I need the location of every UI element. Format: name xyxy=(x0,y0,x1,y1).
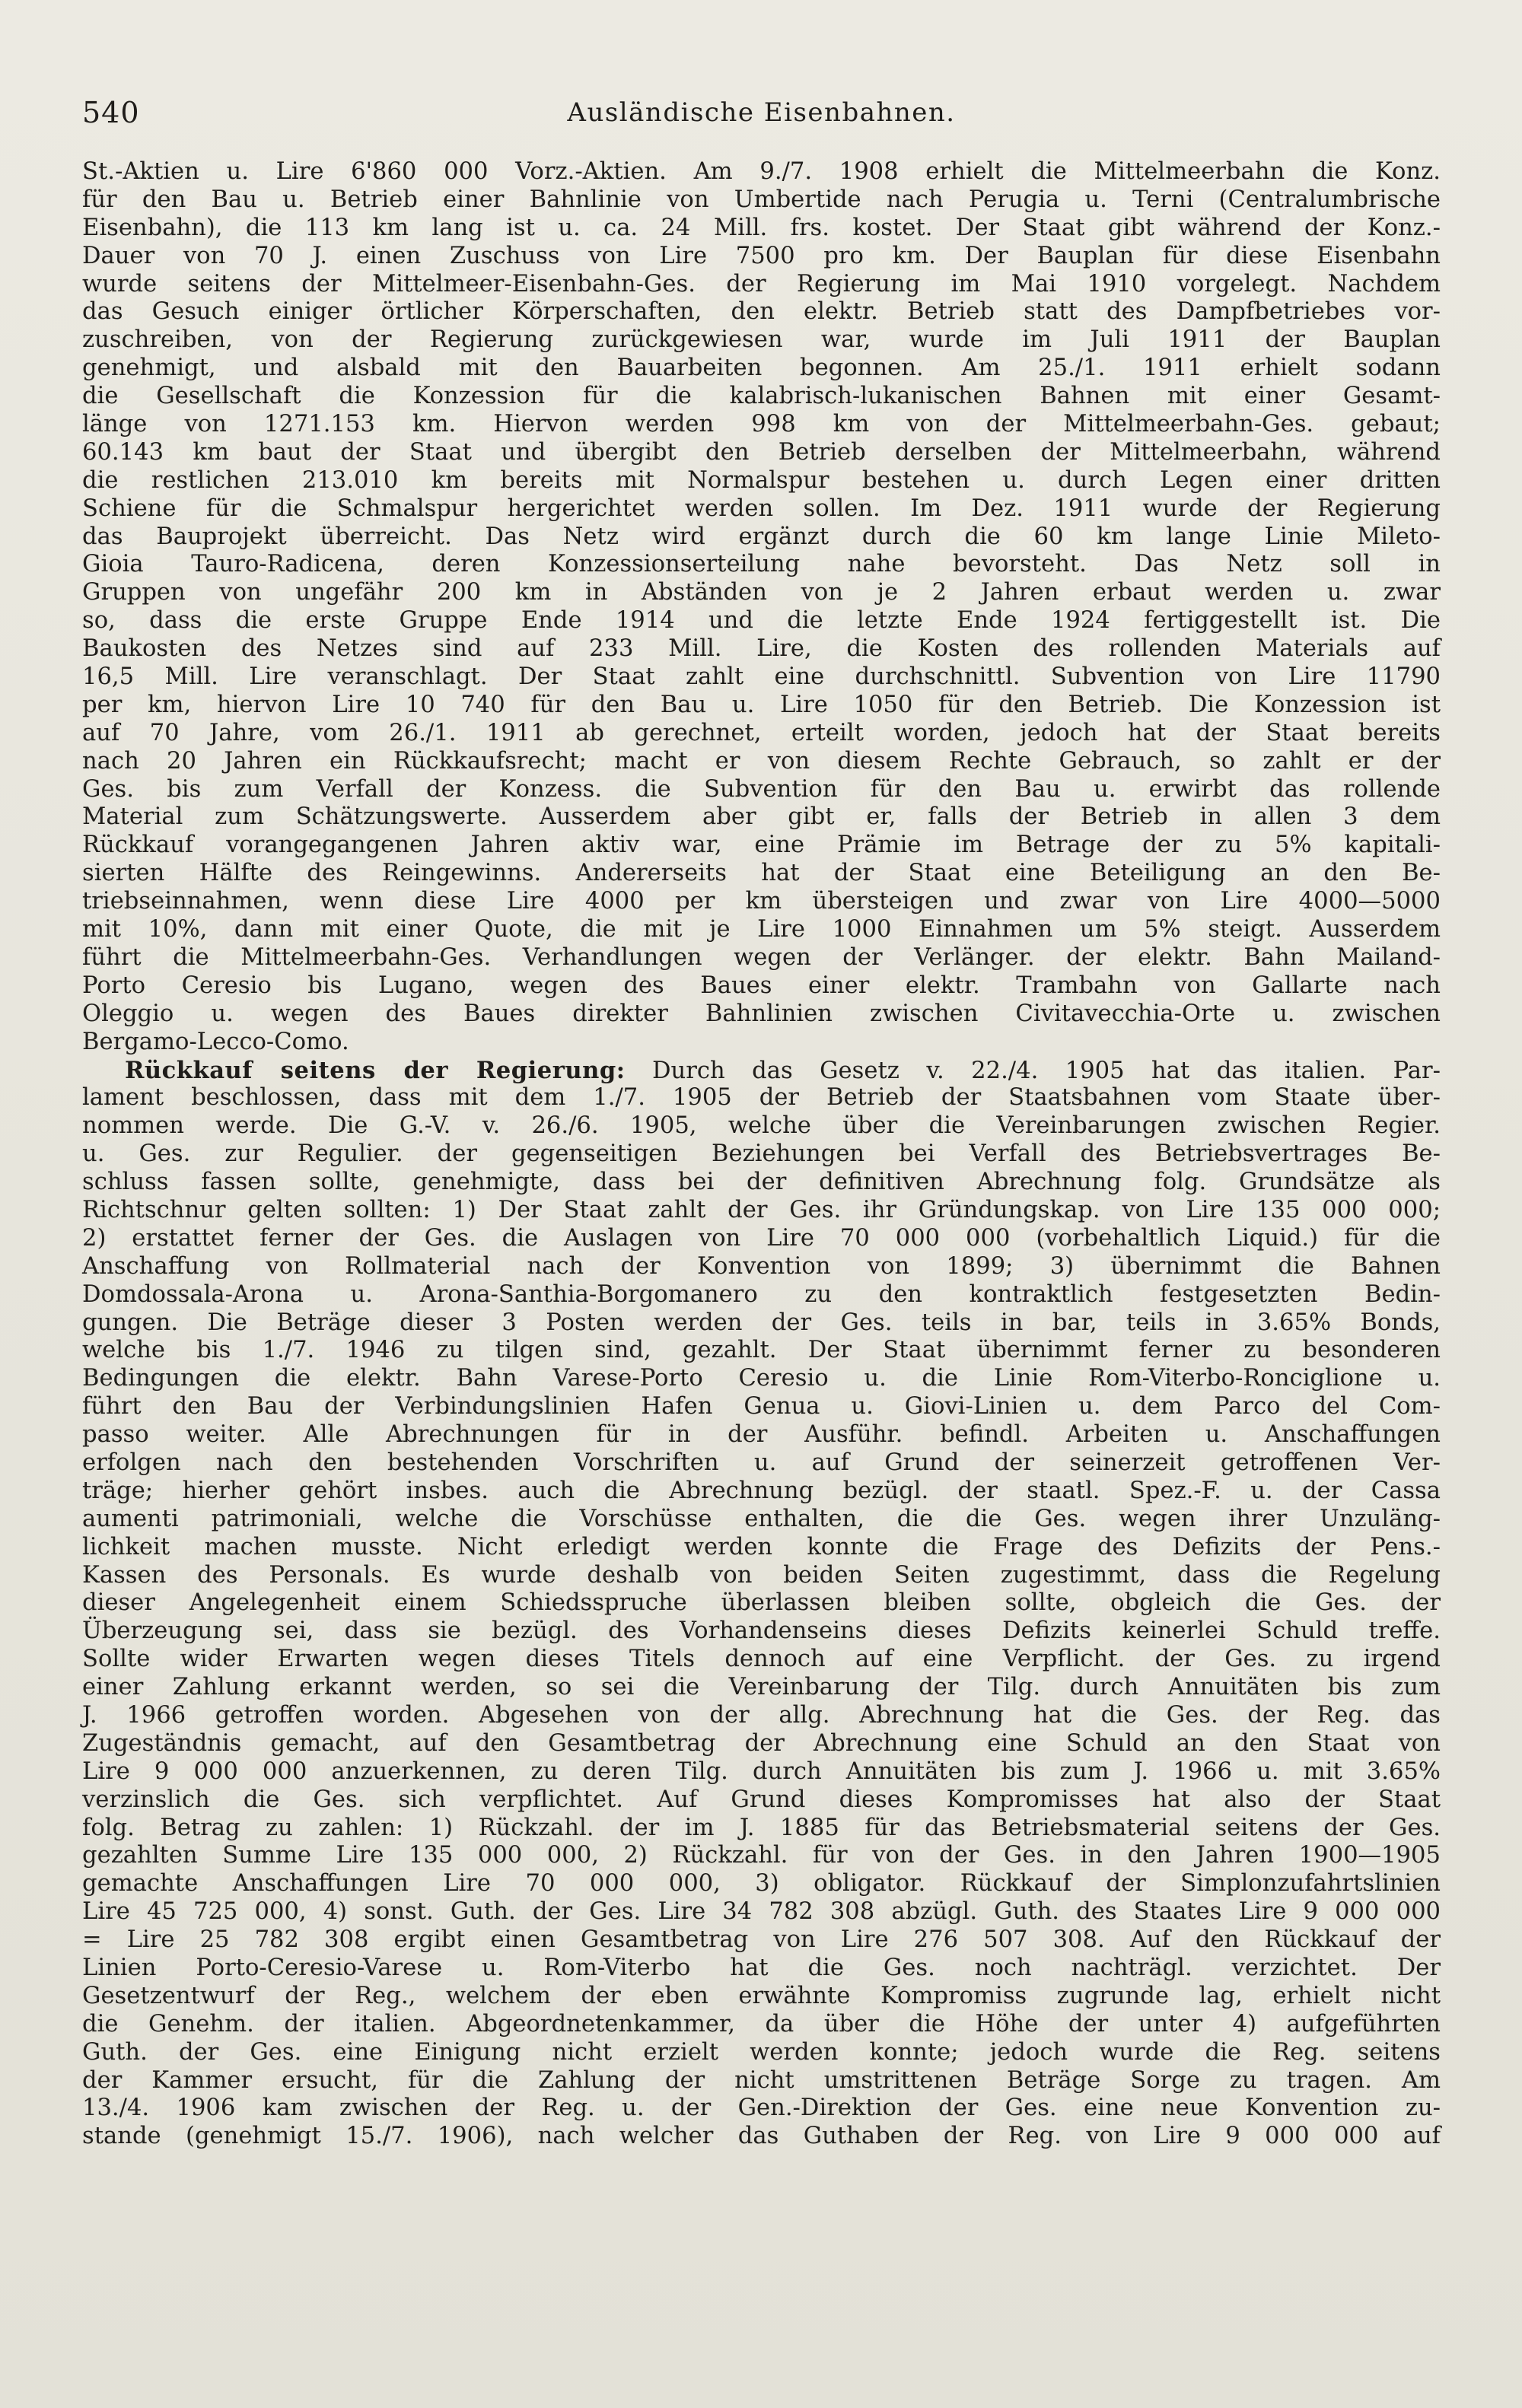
text-line: gezahlten Summe Lire 135 000 000, 2) Rückzahl. für von der Ges. in den Jahren 1900—1905 xyxy=(82,1842,1441,1869)
section-first-line-text: Durch das Gesetz v. 22./4. 1905 hat das italien. Par- xyxy=(652,1057,1441,1084)
text-line: Ges. bis zum Verfall der Konzess. die Subvention für den Bau u. erwirbt das rollende xyxy=(82,775,1441,803)
text-line: die Gesellschaft die Konzession für die kalabrisch-lukanischen Bahnen mit einer Gesamt- xyxy=(82,383,1441,410)
text-line: sierten Hälfte des Reingewinns. Andererseits hat der Staat eine Beteiligung an den Be- xyxy=(82,860,1441,887)
text-line: stande (genehmigt 15./7. 1906), nach welcher das Guthaben der Reg. von Lire 9 000 000 auf xyxy=(82,2123,1441,2150)
text-line: Porto Ceresio bis Lugano, wegen des Baues einer elektr. Trambahn von Gallarte nach xyxy=(82,972,1441,999)
text-line: per km, hiervon Lire 10 740 für den Bau u. Lire 1050 für den Betrieb. Die Konzession ist xyxy=(82,691,1441,718)
text-line: träge; hierher gehört insbes. auch die Abrechnung bezügl. der staatl. Spez.-F. u. der Cassa xyxy=(82,1477,1441,1504)
text-line: 16,5 Mill. Lire veranschlagt. Der Staat zahlt eine durchschnittl. Subvention von Lire 11790 xyxy=(82,663,1441,691)
text-line: 2) erstattet ferner der Ges. die Auslagen von Lire 70 000 000 (vorbehaltlich Liquid.) für die xyxy=(82,1224,1441,1252)
text-line: die restlichen 213.010 km bereits mit Normalspur bestehen u. durch Legen einer dritten xyxy=(82,466,1441,494)
text-line: Bergamo-Lecco-Como. xyxy=(82,1028,349,1055)
page-header xyxy=(82,90,1441,135)
text-line: führt die Mittelmeerbahn-Ges. Verhandlungen wegen der Verlänger. der elektr. Bahn Mailand- xyxy=(82,943,1441,971)
text-line: Bedingungen die elektr. Bahn Varese-Porto Ceresio u. die Linie Rom-Viterbo-Ronciglione u. xyxy=(82,1365,1441,1392)
text-line: triebseinnahmen, wenn diese Lire 4000 per km übersteigen und zwar von Lire 4000—5000 xyxy=(82,888,1441,915)
text-line: Guth. der Ges. eine Einigung nicht erzielt werden konnte; jedoch wurde die Reg. seitens xyxy=(82,2038,1441,2066)
text-line: Rückkauf vorangegangenen Jahren aktiv war, eine Prämie im Betrage der zu 5% kapitali- xyxy=(82,832,1441,859)
text-line: das Gesuch einiger örtlicher Körperschaften, den elektr. Betrieb statt des Dampfbetriebes vor- xyxy=(82,298,1441,326)
text-line: erfolgen nach den bestehenden Vorschriften u. auf Grund der seinerzeit getroffenen Ver- xyxy=(82,1449,1441,1476)
page-number: 540 xyxy=(82,96,140,129)
text-line: Gruppen von ungefähr 200 km in Abständen von je 2 Jahren erbaut werden u. zwar xyxy=(82,579,1441,606)
text-line: auf 70 Jahre, vom 26./1. 1911 ab gerechnet, erteilt worden, jedoch hat der Staat bereits xyxy=(82,719,1441,746)
text-line: lament beschlossen, dass mit dem 1./7. 1905 der Betrieb der Staatsbahnen vom Staate über- xyxy=(82,1084,1441,1112)
text-line: = Lire 25 782 308 ergibt einen Gesamtbetrag von Lire 276 507 308. Auf den Rückkauf der xyxy=(82,1926,1441,1954)
text-line: einer Zahlung erkannt werden, so sei die Vereinbarung der Tilg. durch Annuitäten bis zum xyxy=(82,1674,1441,1701)
text-line: Richtschnur gelten sollten: 1) Der Staat zahlt der Ges. ihr Gründungskap. von Lire 135 000 000; xyxy=(82,1196,1441,1223)
text-line: Kassen des Personals. Es wurde deshalb von beiden Seiten zugestimmt, dass die Regelung xyxy=(82,1561,1441,1589)
section-heading: Rückkauf seitens der Regierung: xyxy=(125,1056,626,1084)
text-line: Lire 9 000 000 anzuerkennen, zu deren Tilg. durch Annuitäten bis zum J. 1966 u. mit 3.65% xyxy=(82,1757,1441,1785)
text-line: Linien Porto-Ceresio-Varese u. Rom-Viterbo hat die Ges. noch nachträgl. verzichtet. Der xyxy=(82,1955,1441,1981)
text-line: passo weiter. Alle Abrechnungen für in der Ausführ. befindl. Arbeiten u. Anschaffungen xyxy=(82,1421,1441,1449)
text-line: welche bis 1./7. 1946 zu tilgen sind, gezahlt. Der Staat übernimmt ferner zu besonderen xyxy=(82,1337,1441,1364)
text-line: für den Bau u. Betrieb einer Bahnlinie von Umbertide nach Perugia u. Terni (Centralumbrische xyxy=(82,186,1441,213)
text-line: das Bauprojekt überreicht. Das Netz wird ergänzt durch die 60 km lange Linie Mileto- xyxy=(82,523,1441,550)
text-line: der Kammer ersucht, für die Zahlung der nicht umstrittenen Beträge Sorge zu tragen. Am xyxy=(82,2066,1441,2094)
text-line: 13./4. 1906 kam zwischen der Reg. u. der Gen.-Direktion der Ges. eine neue Konvention zu- xyxy=(82,2095,1441,2122)
body-text xyxy=(82,158,1441,2179)
text-line: führt den Bau der Verbindungslinien Hafen Genua u. Giovi-Linien u. dem Parco del Com- xyxy=(82,1393,1441,1420)
text-line: Anschaffung von Rollmaterial nach der Konvention von 1899; 3) übernimmt die Bahnen xyxy=(82,1252,1441,1280)
text-line: Gioia Tauro-Radicena, deren Konzessionserteilung nahe bevorsteht. Das Netz soll in xyxy=(82,551,1441,578)
text-line: zuschreiben, von der Regierung zurückgewiesen war, wurde im Juli 1911 der Bauplan xyxy=(82,326,1441,354)
text-line: wurde seitens der Mittelmeer-Eisenbahn-Ges. der Regierung im Mai 1910 vorgelegt. Nachdem xyxy=(82,270,1441,297)
text-line: länge von 1271.153 km. Hiervon werden 998 km von der Mittelmeerbahn-Ges. gebaut; xyxy=(82,411,1441,438)
text-line: St.-Aktien u. Lire 6'860 000 Vorz.-Aktien. Am 9./7. 1908 erhielt die Mittelmeerbahn die Konz. xyxy=(82,158,1441,185)
text-line: Domdossala-Arona u. Arona-Santhia-Borgomanero zu den kontraktlich festgesetzten Bedin- xyxy=(82,1280,1441,1308)
text-line: genehmigt, und alsbald mit den Bauarbeiten begonnen. Am 25./1. 1911 erhielt sodann xyxy=(82,355,1441,382)
text-line: gemachte Anschaffungen Lire 70 000 000, 3) obligator. Rückkauf der Simplonzufahrtslinien xyxy=(82,1870,1441,1897)
text-line: Gesetzentwurf der Reg., welchem der eben erwähnte Kompromiss zugrunde lag, erhielt nicht xyxy=(82,1982,1441,2009)
section-first-line xyxy=(82,1057,1441,1085)
text-line: nommen werde. Die G.-V. v. 26./6. 1905, welche über die Vereinbarungen zwischen Regier. xyxy=(82,1112,1441,1140)
text-line: mit 10%, dann mit einer Quote, die mit je Lire 1000 Einnahmen um 5% steigt. Ausserdem xyxy=(82,916,1441,943)
text-line: nach 20 Jahren ein Rückkaufsrecht; macht er von diesem Rechte Gebrauch, so zahlt er der xyxy=(82,747,1441,775)
text-line: dieser Angelegenheit einem Schiedsspruche überlassen bleiben sollte, obgleich die Ges. der xyxy=(82,1589,1441,1617)
text-line: Dauer von 70 J. einen Zuschuss von Lire 7500 pro km. Der Bauplan für diese Eisenbahn xyxy=(82,242,1441,269)
text-line: Zugeständnis gemacht, auf den Gesamtbetrag der Abrechnung eine Schuld an den Staat von xyxy=(82,1729,1441,1757)
text-line: folg. Betrag zu zahlen: 1) Rückzahl. der im J. 1885 für das Betriebsmaterial seitens der Ges. xyxy=(82,1814,1441,1841)
text-line: Baukosten des Netzes sind auf 233 Mill. Lire, die Kosten des rollenden Materials auf xyxy=(82,635,1441,663)
text-line: lichkeit machen musste. Nicht erledigt werden konnte die Frage des Defizits der Pens.- xyxy=(82,1533,1441,1560)
text-line: Überzeugung sei, dass sie bezügl. des Vorhandenseins dieses Defizits keinerlei Schuld treffe. xyxy=(82,1618,1441,1645)
text-line: verzinslich die Ges. sich verpflichtet. Auf Grund dieses Kompromisses hat also der Staat xyxy=(82,1786,1441,1813)
text-line: gungen. Die Beträge dieser 3 Posten werden der Ges. teils in bar, teils in 3.65% Bonds, xyxy=(82,1309,1441,1336)
running-title: Ausländische Eisenbahnen. xyxy=(567,97,956,128)
text-line: die Genehm. der italien. Abgeordnetenkammer, da über die Höhe der unter 4) aufgeführten xyxy=(82,2010,1441,2037)
text-line: aumenti patrimoniali, welche die Vorschüsse enthalten, die die Ges. wegen ihrer Unzuläng- xyxy=(82,1505,1441,1532)
text-line: Lire 45 725 000, 4) sonst. Guth. der Ges. Lire 34 782 308 abzügl. Guth. des Staates Lire 9 000 000 xyxy=(82,1898,1441,1926)
text-line: J. 1966 getroffen worden. Abgesehen von der allg. Abrechnung hat die Ges. der Reg. das xyxy=(82,1701,1441,1729)
text-line: Material zum Schätzungswerte. Ausserdem aber gibt er, falls der Betrieb in allen 3 dem xyxy=(82,803,1441,831)
text-line: Sollte wider Erwarten wegen dieses Titels dennoch auf eine Verpflicht. der Ges. zu irgend xyxy=(82,1646,1441,1673)
text-line: u. Ges. zur Regulier. der gegenseitigen Beziehungen bei Verfall des Betriebsvertrages Be- xyxy=(82,1140,1441,1168)
text-line: Oleggio u. wegen des Baues direkter Bahnlinien zwischen Civitavecchia-Orte u. zwischen xyxy=(82,1000,1441,1027)
text-line: Schiene für die Schmalspur hergerichtet werden sollen. Im Dez. 1911 wurde der Regierung xyxy=(82,495,1441,522)
text-line: Eisenbahn), die 113 km lang ist u. ca. 24 Mill. frs. kostet. Der Staat gibt während der Konz.- xyxy=(82,214,1441,241)
text-line: 60.143 km baut der Staat und übergibt den Betrieb derselben der Mittelmeerbahn, während xyxy=(82,438,1441,466)
text-line: so, dass die erste Gruppe Ende 1914 und die letzte Ende 1924 fertiggestellt ist. Die xyxy=(82,607,1441,635)
text-line: schluss fassen sollte, genehmigte, dass bei der definitiven Abrechnung folg. Grundsätze als xyxy=(82,1169,1441,1196)
text-line xyxy=(82,2151,1441,2179)
